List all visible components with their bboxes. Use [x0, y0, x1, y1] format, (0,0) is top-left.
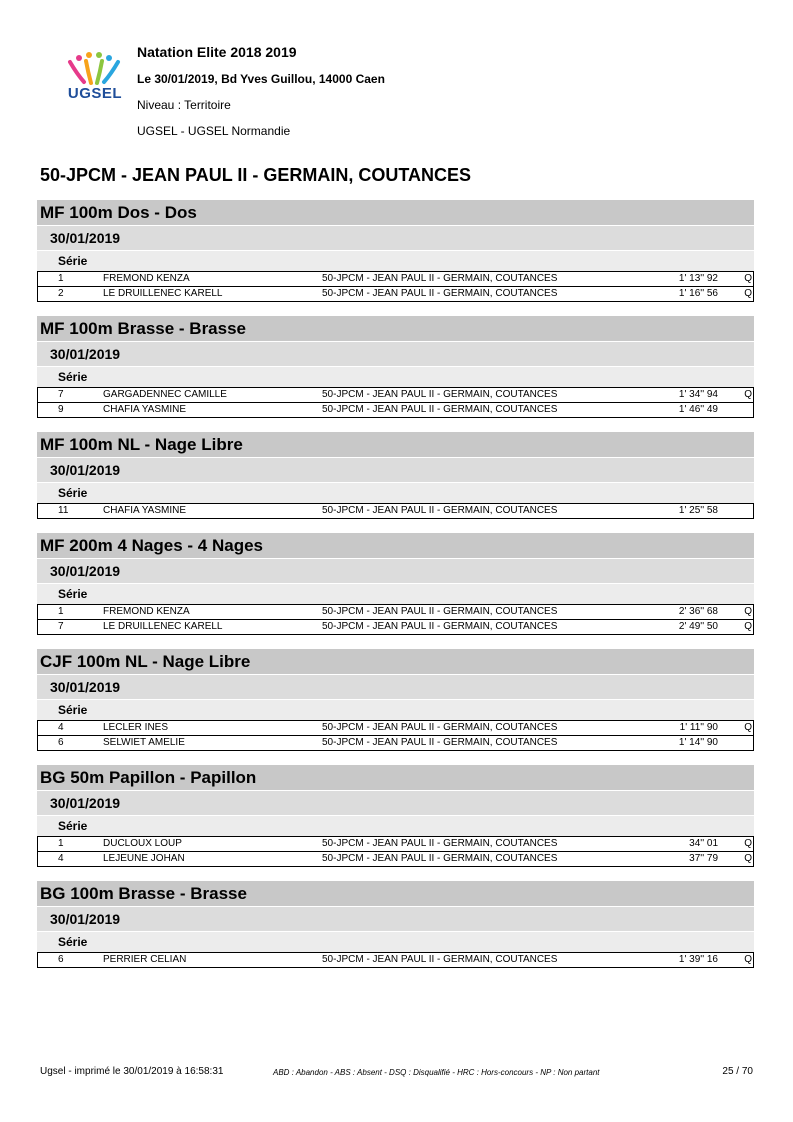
table-row	[38, 837, 753, 851]
qualified-flag: Q	[744, 273, 752, 284]
club-title: 50-JPCM - JEAN PAUL II - GERMAIN, COUTANCES	[40, 165, 472, 185]
swimmer-name: CHAFIA YASMINE	[103, 404, 186, 415]
results-table	[37, 604, 754, 635]
logo-wordmark: UGSEL	[67, 85, 123, 102]
events-list	[37, 200, 754, 982]
qualified-flag: Q	[744, 389, 752, 400]
swimmer-name: FREMOND KENZA	[103, 273, 190, 284]
event-date: 30/01/2019	[37, 675, 754, 699]
serie-label: Série	[37, 816, 754, 836]
club-name: 50-JPCM - JEAN PAUL II - GERMAIN, COUTANCES	[322, 273, 558, 284]
table-row	[38, 605, 753, 619]
ugsel-logo	[62, 52, 128, 108]
lane-number: 2	[58, 288, 64, 299]
swim-time: 1' 25'' 58	[678, 505, 718, 516]
qualified-flag: Q	[744, 853, 752, 864]
results-table	[37, 503, 754, 519]
swim-time: 2' 49'' 50	[678, 621, 718, 632]
club-name: 50-JPCM - JEAN PAUL II - GERMAIN, COUTANCES	[322, 404, 558, 415]
swimmers-logo-icon	[62, 52, 128, 86]
swim-time: 1' 14'' 90	[678, 737, 718, 748]
competition-title: Natation Elite 2018 2019	[137, 44, 297, 60]
qualified-flag: Q	[744, 288, 752, 299]
swimmer-name: DUCLOUX LOUP	[103, 838, 182, 849]
swim-time: 37'' 79	[689, 853, 718, 864]
event-date: 30/01/2019	[37, 791, 754, 815]
lane-number: 9	[58, 404, 64, 415]
swim-time: 1' 11'' 90	[679, 722, 718, 733]
event-block	[37, 765, 754, 867]
event-title: MF 100m NL - Nage Libre	[37, 432, 754, 457]
swim-time: 1' 46'' 49	[678, 404, 718, 415]
lane-number: 4	[58, 853, 64, 864]
swimmer-name: FREMOND KENZA	[103, 606, 190, 617]
competition-level: Niveau : Territoire	[137, 98, 231, 112]
club-name: 50-JPCM - JEAN PAUL II - GERMAIN, COUTANCES	[322, 288, 558, 299]
club-name: 50-JPCM - JEAN PAUL II - GERMAIN, COUTANCES	[322, 954, 558, 965]
club-name: 50-JPCM - JEAN PAUL II - GERMAIN, COUTANCES	[322, 389, 558, 400]
lane-number: 7	[58, 621, 64, 632]
event-date: 30/01/2019	[37, 559, 754, 583]
lane-number: 4	[58, 722, 64, 733]
event-block	[37, 200, 754, 302]
event-title: MF 200m 4 Nages - 4 Nages	[37, 533, 754, 558]
serie-label: Série	[37, 251, 754, 271]
table-row	[38, 286, 753, 301]
serie-label: Série	[37, 932, 754, 952]
club-name: 50-JPCM - JEAN PAUL II - GERMAIN, COUTANCES	[322, 737, 558, 748]
club-name: 50-JPCM - JEAN PAUL II - GERMAIN, COUTANCES	[322, 505, 558, 516]
results-table	[37, 387, 754, 418]
event-block	[37, 432, 754, 519]
swimmer-name: GARGADENNEC CAMILLE	[103, 389, 227, 400]
swim-time: 1' 34'' 94	[678, 389, 718, 400]
competition-date-location: Le 30/01/2019, Bd Yves Guillou, 14000 Caen	[137, 72, 385, 86]
results-table	[37, 271, 754, 302]
serie-label: Série	[37, 584, 754, 604]
swim-time: 1' 39'' 16	[678, 954, 718, 965]
swimmer-name: LE DRUILLENEC KARELL	[103, 288, 223, 299]
lane-number: 1	[58, 838, 64, 849]
club-name: 50-JPCM - JEAN PAUL II - GERMAIN, COUTANCES	[322, 838, 558, 849]
lane-number: 11	[58, 505, 69, 516]
qualified-flag: Q	[744, 606, 752, 617]
lane-number: 6	[58, 954, 64, 965]
event-date: 30/01/2019	[37, 226, 754, 250]
results-table	[37, 836, 754, 867]
lane-number: 1	[58, 606, 64, 617]
swimmer-name: PERRIER CELIAN	[103, 954, 187, 965]
event-date: 30/01/2019	[37, 342, 754, 366]
swim-time: 1' 13'' 92	[678, 273, 718, 284]
swimmer-name: LECLER INES	[103, 722, 169, 733]
table-row	[38, 402, 753, 417]
qualified-flag: Q	[744, 621, 752, 632]
swim-time: 2' 36'' 68	[678, 606, 718, 617]
event-title: BG 100m Brasse - Brasse	[37, 881, 754, 906]
table-row	[38, 619, 753, 634]
lane-number: 1	[58, 273, 64, 284]
table-row	[38, 721, 753, 735]
club-name: 50-JPCM - JEAN PAUL II - GERMAIN, COUTANCES	[322, 621, 558, 632]
event-title: MF 100m Brasse - Brasse	[37, 316, 754, 341]
event-block	[37, 881, 754, 968]
table-row	[38, 272, 753, 286]
table-row	[38, 388, 753, 402]
club-name: 50-JPCM - JEAN PAUL II - GERMAIN, COUTANCES	[322, 853, 558, 864]
swimmer-name: SELWIET AMELIE	[103, 737, 185, 748]
abbreviation-legend: ABD : Abandon - ABS : Absent - DSQ : Disqualifié - HRC : Hors-concours - NP : Non partant	[273, 1068, 600, 1077]
lane-number: 6	[58, 737, 64, 748]
event-block	[37, 316, 754, 418]
table-row	[38, 953, 753, 967]
club-name: 50-JPCM - JEAN PAUL II - GERMAIN, COUTANCES	[322, 606, 558, 617]
event-title: MF 100m Dos - Dos	[37, 200, 754, 225]
page-header	[0, 0, 793, 150]
event-title: BG 50m Papillon - Papillon	[37, 765, 754, 790]
swim-time: 1' 16'' 56	[678, 288, 718, 299]
qualified-flag: Q	[744, 838, 752, 849]
table-row	[38, 735, 753, 750]
event-date: 30/01/2019	[37, 458, 754, 482]
lane-number: 7	[58, 389, 64, 400]
swimmer-name: LEJEUNE JOHAN	[103, 853, 185, 864]
serie-label: Série	[37, 367, 754, 387]
swimmer-name: LE DRUILLENEC KARELL	[103, 621, 223, 632]
competition-organization: UGSEL - UGSEL Normandie	[137, 124, 291, 138]
swim-time: 34'' 01	[689, 838, 718, 849]
event-title: CJF 100m NL - Nage Libre	[37, 649, 754, 674]
results-table	[37, 720, 754, 751]
serie-label: Série	[37, 700, 754, 720]
serie-label: Série	[37, 483, 754, 503]
results-table	[37, 952, 754, 968]
qualified-flag: Q	[744, 722, 752, 733]
event-date: 30/01/2019	[37, 907, 754, 931]
page-number: 25 / 70	[722, 1066, 753, 1077]
table-row	[38, 851, 753, 866]
qualified-flag: Q	[744, 954, 752, 965]
table-row	[38, 504, 753, 518]
event-block	[37, 649, 754, 751]
print-timestamp: Ugsel - imprimé le 30/01/2019 à 16:58:31	[40, 1066, 224, 1077]
event-block	[37, 533, 754, 635]
swimmer-name: CHAFIA YASMINE	[103, 505, 186, 516]
club-name: 50-JPCM - JEAN PAUL II - GERMAIN, COUTANCES	[322, 722, 558, 733]
